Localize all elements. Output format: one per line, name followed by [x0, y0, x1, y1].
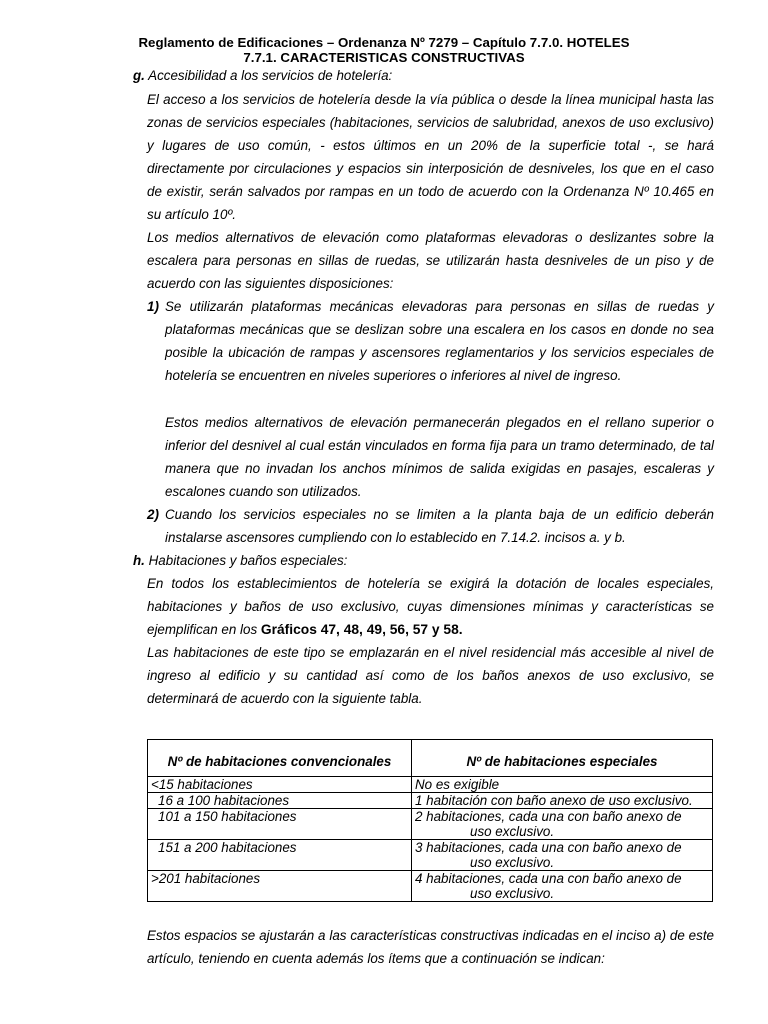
- graficos-reference: Gráficos 47, 48, 49, 56, 57 y 58.: [260, 622, 463, 637]
- table-cell-especiales-continuation: uso exclusivo.: [470, 886, 555, 901]
- section-h-paragraph-1-text: En todos los establecimientos de hotelería se exigirá la dotación de locales especiales, habitaciones y baños de uso exclusivo, cuyas dimensiones mínimas y características se ejemplifican en los: [147, 576, 714, 637]
- table-cell-especiales: [412, 840, 713, 871]
- table-cell-especiales-continuation: uso exclusivo.: [470, 824, 555, 839]
- table-cell-convencionales: 101 a 150 habitaciones: [148, 809, 412, 840]
- table-cell-especiales: [412, 871, 713, 902]
- table-cell-especiales-text: 3 habitaciones, cada una con baño anexo de: [415, 840, 682, 855]
- table-cell-especiales-text: 2 habitaciones, cada una con baño anexo de: [415, 809, 682, 824]
- table-cell-convencionales: 16 a 100 habitaciones: [148, 793, 412, 809]
- header-subtitle: 7.7.1. CARACTERISTICAS CONSTRUCTIVAS: [243, 50, 525, 65]
- section-g-heading: [133, 68, 392, 83]
- section-h-paragraph-2: Las habitaciones de este tipo se emplazarán en el nivel residencial más accesible al nivel de ingreso al edificio y su cantidad así como de los baños anexos de uso exclusivo, se determinará de acuerdo con la siguiente tabla.: [147, 645, 714, 706]
- section-h-paragraph-3: Estos espacios se ajustarán a las características constructivas indicadas en el inciso a) de este artículo, teniendo en cuenta además los ítems que a continuación se indican:: [147, 928, 714, 966]
- section-h-letter: h.: [133, 553, 145, 568]
- item-1-text-2: Estos medios alternativos de elevación permanecerán plegados en el rellano superior o inferior del desnivel al cual están vinculados en forma fija para un tramo determinado, de tal manera que no invadan los anchos mínimos de salida exigidas en pasajes, escaleras y escalones cuando son utilizados.: [165, 415, 714, 499]
- table-cell-especiales: [412, 777, 713, 793]
- section-g-paragraph-2: Los medios alternativos de elevación como plataformas elevadoras o deslizantes sobre la escalera para personas en sillas de ruedas, se utilizarán hasta desniveles de un piso y de acuerdo con las siguientes disposiciones:: [147, 230, 714, 291]
- item-2-text: Cuando los servicios especiales no se limiten a la planta baja de un edificio deberán instalarse ascensores cumpliendo con lo establecido en 7.14.2. incisos a. y b.: [165, 507, 714, 545]
- section-g-paragraph-1: El acceso a los servicios de hotelería desde la vía pública o desde la línea municipal hasta las zonas de servicios especiales (habitaciones, servicios de salubridad, anexos de uso exclusivo) y lugares de uso común, - estos últimos en un 20% de la superficie total -, se hará directamente por circulaciones y espacios sin interposición de desniveles, los que en el caso de existir, serán salvados por rampas en un todo de acuerdo con la Ordenanza Nº 10.465 en su artículo 10º.: [147, 92, 714, 222]
- table-row: [148, 793, 713, 809]
- table-row: [148, 871, 713, 902]
- page-header: [0, 35, 768, 65]
- table-cell-especiales-continuation: uso exclusivo.: [470, 855, 555, 870]
- table-cell-convencionales: 151 a 200 habitaciones: [148, 840, 412, 871]
- table-cell-convencionales: <15 habitaciones: [148, 777, 412, 793]
- section-h-title: Habitaciones y baños especiales:: [148, 553, 348, 568]
- table-header-convencionales: Nº de habitaciones convencionales: [148, 740, 412, 777]
- item-1-text: Se utilizarán plataformas mecánicas elevadoras para personas en sillas de ruedas y plataformas mecánicas que se deslizan sobre una escalera en los casos en donde no sea posible la ubicación de rampas y ascensores reglamentarios y los servicios especiales de hotelería se encuentren en niveles superiores o inferiores al nivel de ingreso.: [165, 299, 714, 383]
- table-cell-especiales-text: 1 habitación con baño anexo de uso exclusivo.: [415, 793, 693, 808]
- header-title: Reglamento de Edificaciones – Ordenanza Nº 7279 – Capítulo 7.7.0. HOTELES: [138, 35, 630, 50]
- table-header-row: [148, 740, 713, 777]
- table-cell-especiales-text: No es exigible: [415, 777, 500, 792]
- table-cell-especiales: [412, 809, 713, 840]
- section-h-heading: [133, 553, 347, 568]
- table-header-especiales: Nº de habitaciones especiales: [412, 740, 713, 777]
- table-row: [148, 777, 713, 793]
- table-cell-especiales-text: 4 habitaciones, cada una con baño anexo de: [415, 871, 682, 886]
- habitaciones-table: [147, 739, 713, 902]
- item-2-number: 2): [147, 507, 159, 522]
- table-cell-especiales: [412, 793, 713, 809]
- table-row: [148, 809, 713, 840]
- section-h-paragraph-1: [147, 572, 714, 641]
- item-1-number: 1): [147, 299, 159, 314]
- section-g-letter: g.: [133, 68, 145, 83]
- table-cell-convencionales: >201 habitaciones: [148, 871, 412, 902]
- table-row: [148, 840, 713, 871]
- section-g-title: Accesibilidad a los servicios de hotelería:: [148, 68, 393, 83]
